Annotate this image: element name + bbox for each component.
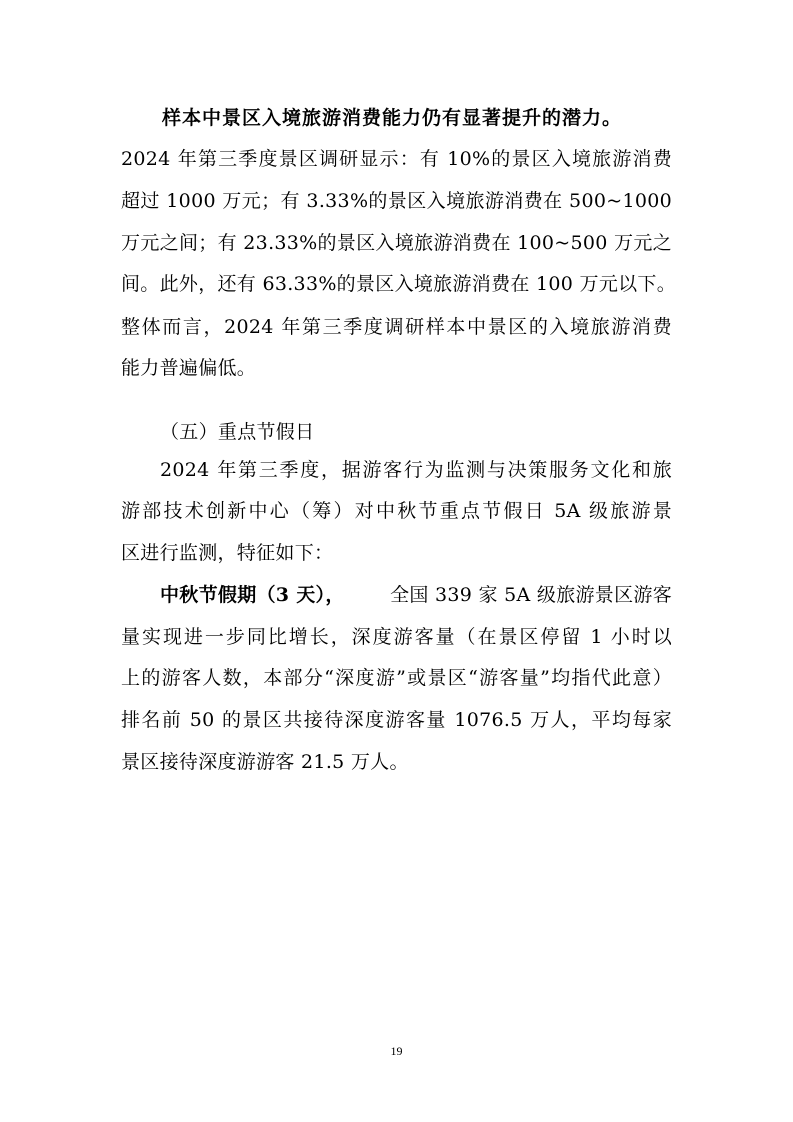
- paragraph-line: 能力普遍偏低。: [121, 357, 257, 379]
- paragraph-line: 上的游客人数，本部分“深度游”或景区“游客量”均指代此意）: [121, 667, 672, 689]
- paragraph-line: 间。此外，还有 63.33%的景区入境旅游消费在 100 万元以下。: [121, 273, 677, 295]
- paragraph-line: 2024 年第三季度景区调研显示：有 10%的景区入境旅游消费: [121, 148, 672, 170]
- page-number: 19: [390, 1044, 403, 1058]
- paragraph-line: 2024 年第三季度，据游客行为监测与决策服务文化和旅: [160, 459, 672, 481]
- paragraph-line: 区进行监测，特征如下：: [121, 542, 334, 564]
- paragraph-line: 超过 1000 万元；有 3.33%的景区入境旅游消费在 500~1000: [121, 190, 672, 212]
- paragraph-line: 排名前 50 的景区共接待深度游客量 1076.5 万人，平均每家: [121, 709, 672, 731]
- paragraph-line: 整体而言，2024 年第三季度调研样本中景区的入境旅游消费: [121, 316, 672, 338]
- paragraph-lead-sentence: 样本中景区入境旅游消费能力仍有显著提升的潜力。: [162, 107, 623, 129]
- holiday-first-line: [160, 581, 672, 609]
- paragraph-line: 万元之间；有 23.33%的景区入境旅游消费在 100~500 万元之: [121, 232, 672, 254]
- paragraph-line: 游部技术创新中心（筹）对中秋节重点节假日 5A 级旅游景: [121, 500, 672, 522]
- section-heading: （五）重点节假日: [160, 421, 315, 443]
- paragraph-line: 量实现进一步同比增长，深度游客量（在景区停留 1 小时以: [121, 626, 672, 648]
- holiday-line-text: 全国 339 家 5A 级旅游景区游客: [390, 584, 672, 606]
- paragraph-line: 景区接待深度游游客 21.5 万人。: [121, 751, 409, 773]
- holiday-label: 中秋节假期（3 天），: [160, 584, 345, 606]
